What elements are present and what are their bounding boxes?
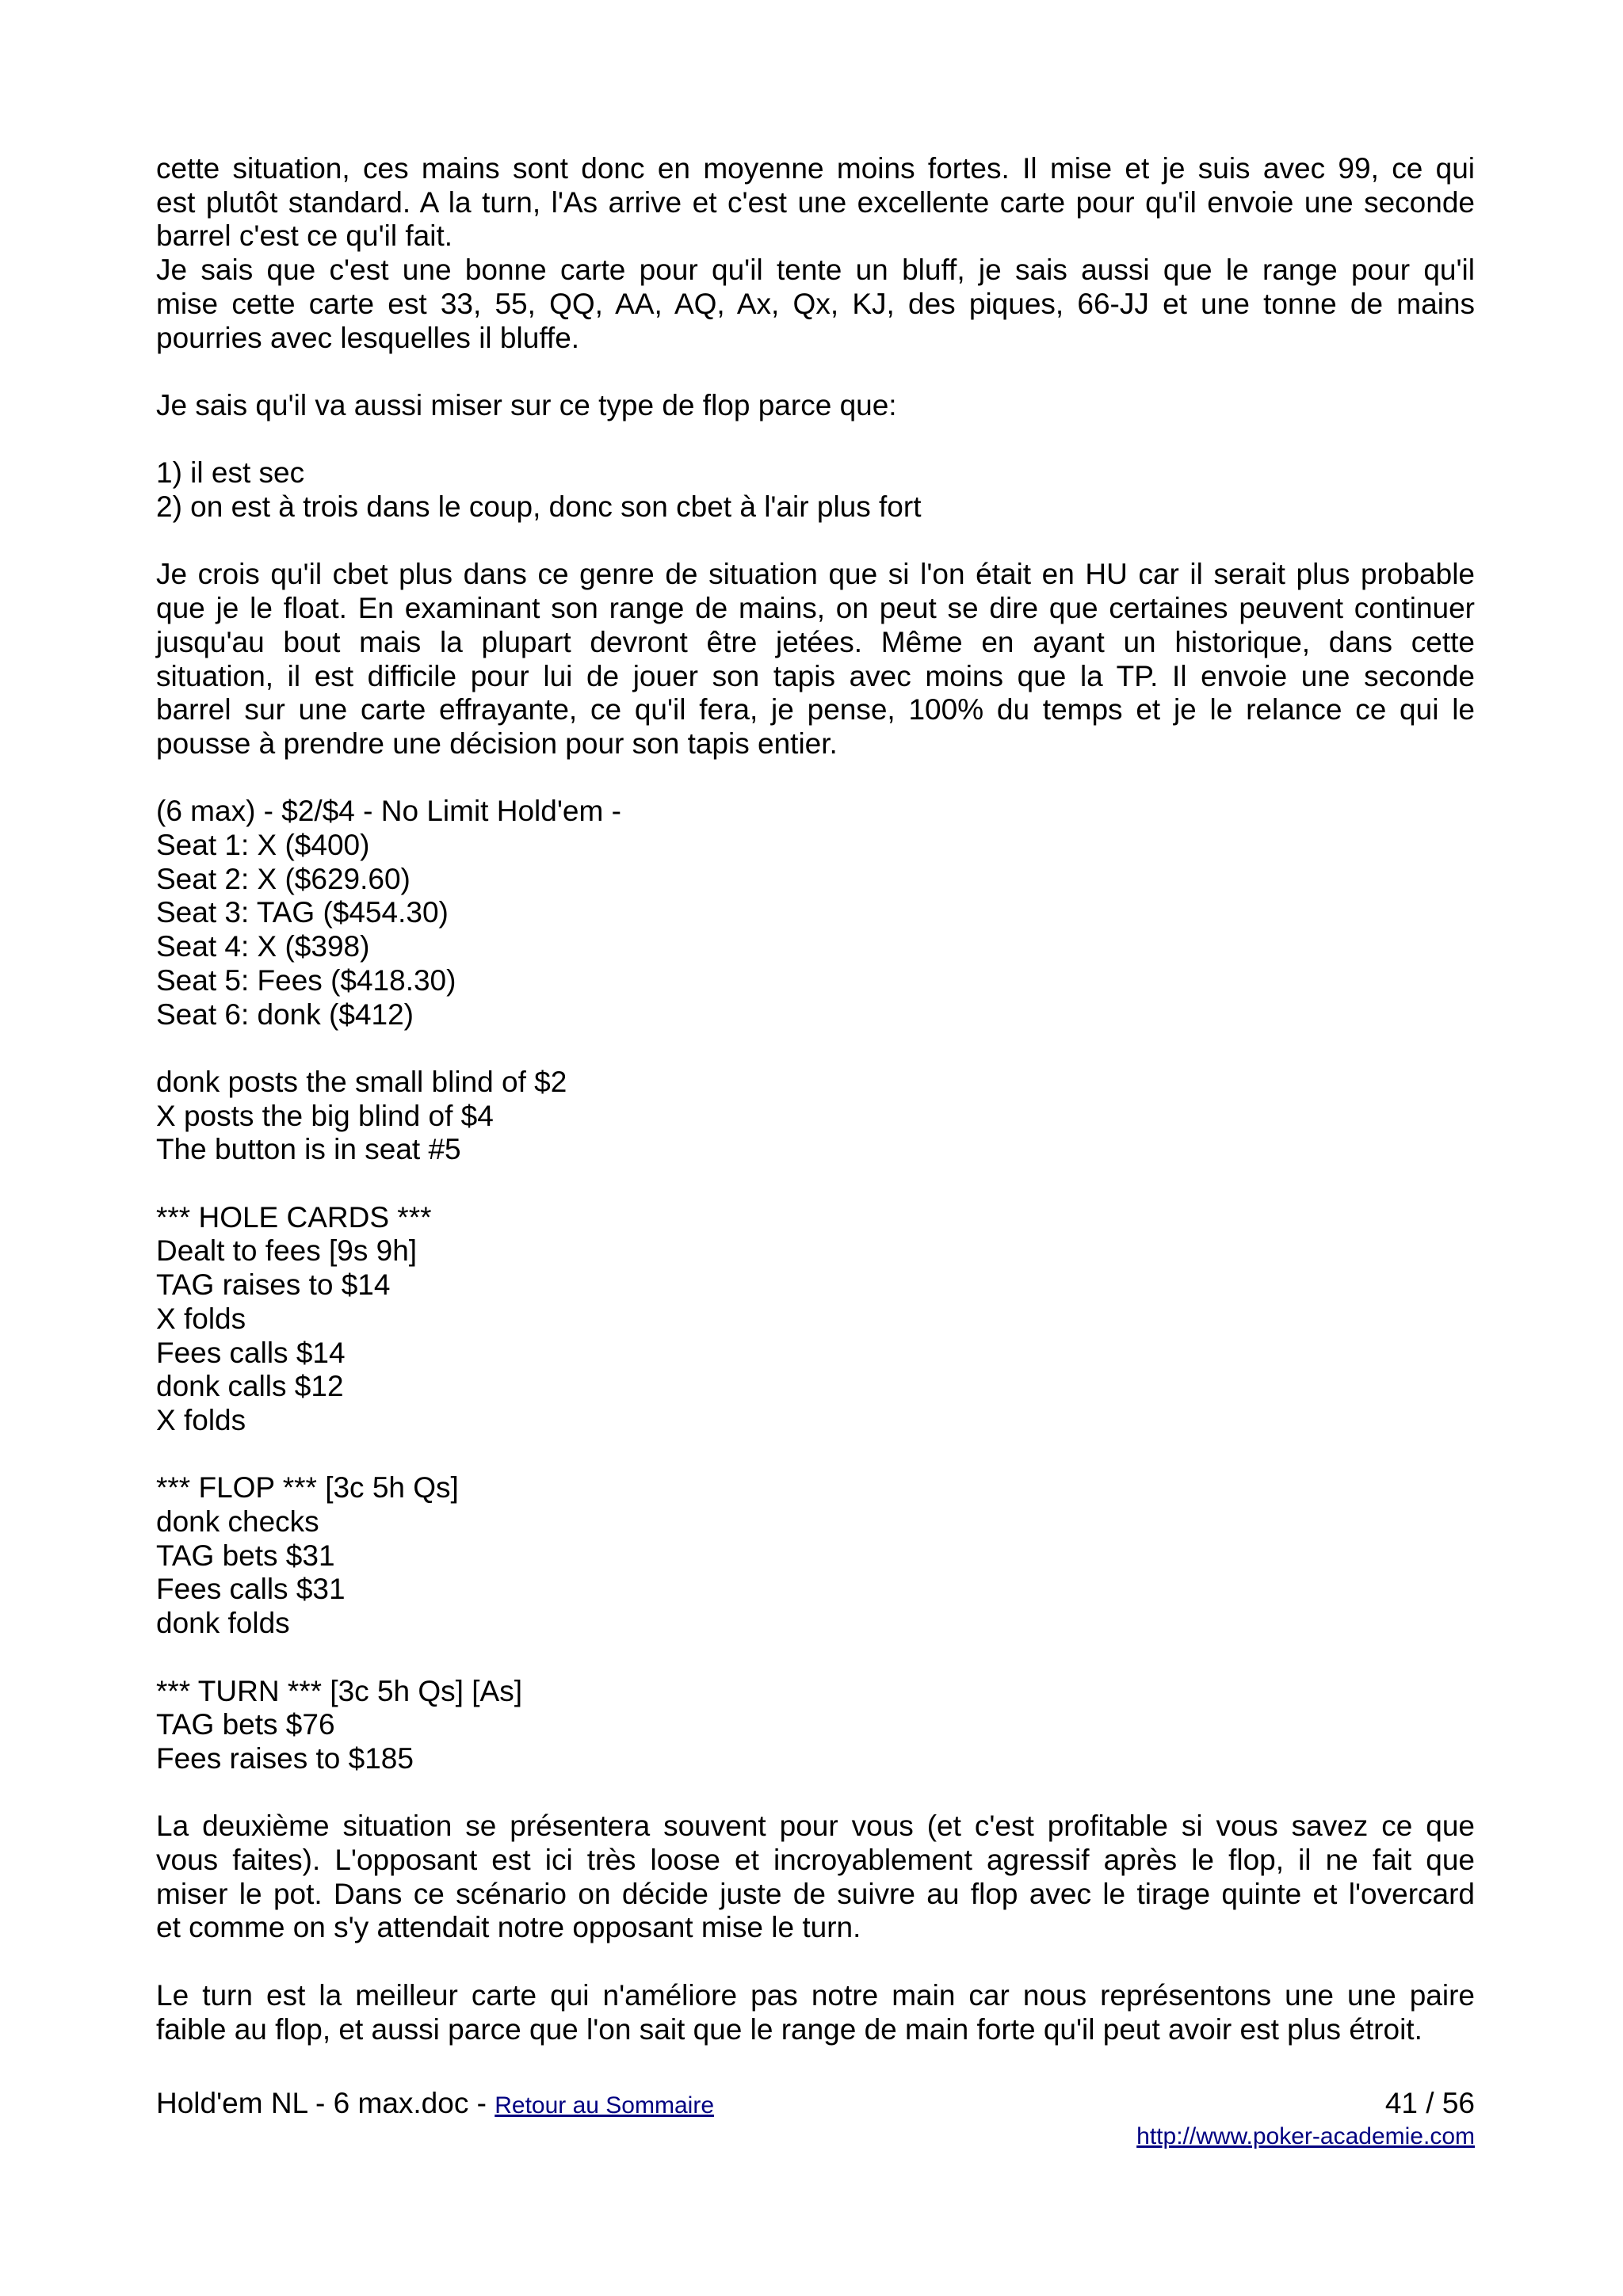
text-line: miser le pot. Dans ce scénario on décide juste de suivre au flop avec le tirage quinte et l'overcard bbox=[156, 1877, 1475, 1910]
text-line: que je le float. En examinant son range de mains, on peut se dire que certaines peuvent continuer bbox=[156, 592, 1475, 625]
text-line: cette situation, ces mains sont donc en moyenne moins fortes. Il mise et je suis avec 99, ce qui bbox=[156, 152, 1475, 185]
hand-history-line: Fees calls $31 bbox=[156, 1573, 346, 1606]
hand-history-line: *** HOLE CARDS *** bbox=[156, 1200, 432, 1234]
hand-history-line: TAG bets $31 bbox=[156, 1539, 335, 1572]
site-url-link[interactable]: http://www.poker-academie.com bbox=[1136, 2123, 1475, 2149]
hand-history-line: X folds bbox=[156, 1403, 246, 1436]
hand-history-preflop bbox=[156, 1201, 1475, 1438]
hand-history-line: The button is in seat #5 bbox=[156, 1133, 461, 1166]
hand-history-line: Seat 3: TAG ($454.30) bbox=[156, 896, 449, 929]
text-line: Je sais que c'est une bonne carte pour qu'il tente un bluff, je sais aussi que le range pour qu'il bbox=[156, 254, 1475, 287]
hand-history-seats bbox=[156, 795, 1475, 1032]
text-line: Le turn est la meilleur carte qui n'améliore pas notre main car nous représentons une une paire bbox=[156, 1978, 1475, 2012]
back-to-summary-link[interactable]: Retour au Sommaire bbox=[495, 2092, 715, 2119]
text-line: faible au flop, et aussi parce que l'on sait que le range de main forte qu'il peut avoir est plus étroit. bbox=[156, 2012, 1423, 2046]
text-line: Je crois qu'il cbet plus dans ce genre de situation que si l'on était en HU car il serait plus probable bbox=[156, 558, 1475, 591]
list-item: 2) on est à trois dans le coup, donc son cbet à l'air plus fort bbox=[156, 490, 922, 523]
text-line: pousse à prendre une décision pour son tapis entier. bbox=[156, 727, 838, 760]
paragraph-flop-intro bbox=[156, 389, 1475, 423]
text-line: mise cette carte est 33, 55, QQ, AA, AQ, Ax, Qx, KJ, des piques, 66-JJ et une tonne de mains bbox=[156, 287, 1475, 320]
text-line: barrel sur une carte effrayante, ce qu'il fera, je pense, 100% du temps et je le relance ce qui le bbox=[156, 693, 1475, 727]
text-line: vous faites). L'opposant est ici très loose et incroyablement agressif après le flop, il ne fait que bbox=[156, 1844, 1475, 1877]
footer-doc-info bbox=[156, 2086, 714, 2123]
hand-history-line: *** FLOP *** [3c 5h Qs] bbox=[156, 1471, 459, 1505]
hand-history-line: Fees calls $14 bbox=[156, 1336, 346, 1369]
page-number: 41 / 56 bbox=[1384, 2087, 1475, 2119]
hand-history-line: Seat 6: donk ($412) bbox=[156, 997, 414, 1031]
text-line: Je sais qu'il va aussi miser sur ce type de flop parce que: bbox=[156, 388, 897, 421]
hand-history-line: Fees raises to $185 bbox=[156, 1741, 414, 1775]
text-line: jusqu'au bout mais la plupart devront être jetées. Même en ayant un historique, dans cette bbox=[156, 625, 1475, 658]
hand-history-line: X folds bbox=[156, 1302, 246, 1335]
hand-history-line: Seat 2: X ($629.60) bbox=[156, 862, 411, 895]
paragraph-turn-analysis bbox=[156, 1979, 1475, 2046]
hand-history-line: (6 max) - $2/$4 - No Limit Hold'em - bbox=[156, 795, 621, 828]
hand-history-turn bbox=[156, 1675, 1475, 1776]
text-line: situation, il est difficile pour lui de jouer son tapis avec moins que la TP. Il envoie une seconde bbox=[156, 659, 1475, 692]
hand-history-line: Seat 5: Fees ($418.30) bbox=[156, 963, 456, 997]
text-line: et comme on s'y attendait notre opposant mise le turn. bbox=[156, 1911, 861, 1944]
text-line: est plutôt standard. A la turn, l'As arrive et c'est une excellente carte pour qu'il envoie une seconde bbox=[156, 185, 1475, 219]
hand-history-line: donk folds bbox=[156, 1607, 290, 1640]
hand-history-blinds bbox=[156, 1066, 1475, 1167]
hand-history-line: *** TURN *** [3c 5h Qs] [As] bbox=[156, 1674, 522, 1707]
hand-history-line: TAG raises to $14 bbox=[156, 1268, 391, 1302]
paragraph-cbet-analysis bbox=[156, 558, 1475, 761]
hand-history-line: X posts the big blind of $4 bbox=[156, 1099, 494, 1132]
hand-history-line: Dealt to fees [9s 9h] bbox=[156, 1234, 418, 1268]
hand-history-line: donk checks bbox=[156, 1505, 319, 1539]
hand-history-line: Seat 4: X ($398) bbox=[156, 930, 370, 963]
page-footer bbox=[156, 2086, 1475, 2157]
page-body bbox=[156, 152, 1475, 2081]
reasons-list bbox=[156, 456, 1475, 524]
hand-history-line: Seat 1: X ($400) bbox=[156, 829, 370, 861]
text-line: barrel c'est ce qu'il fait. bbox=[156, 219, 453, 253]
hand-history-line: TAG bets $76 bbox=[156, 1708, 335, 1741]
paragraph-second-situation bbox=[156, 1810, 1475, 1945]
paragraph-range-analysis bbox=[156, 152, 1475, 355]
hand-history-line: donk calls $12 bbox=[156, 1370, 344, 1403]
text-line: pourries avec lesquelles il bluffe. bbox=[156, 321, 580, 354]
hand-history-line: donk posts the small blind of $2 bbox=[156, 1065, 567, 1098]
hand-history-flop bbox=[156, 1471, 1475, 1641]
text-line: La deuxième situation se présentera souvent pour vous (et c'est profitable si vous savez ce que bbox=[156, 1810, 1475, 1843]
list-item: 1) il est sec bbox=[156, 456, 305, 490]
footer-doc-title: Hold'em NL - 6 max.doc - bbox=[156, 2087, 495, 2119]
